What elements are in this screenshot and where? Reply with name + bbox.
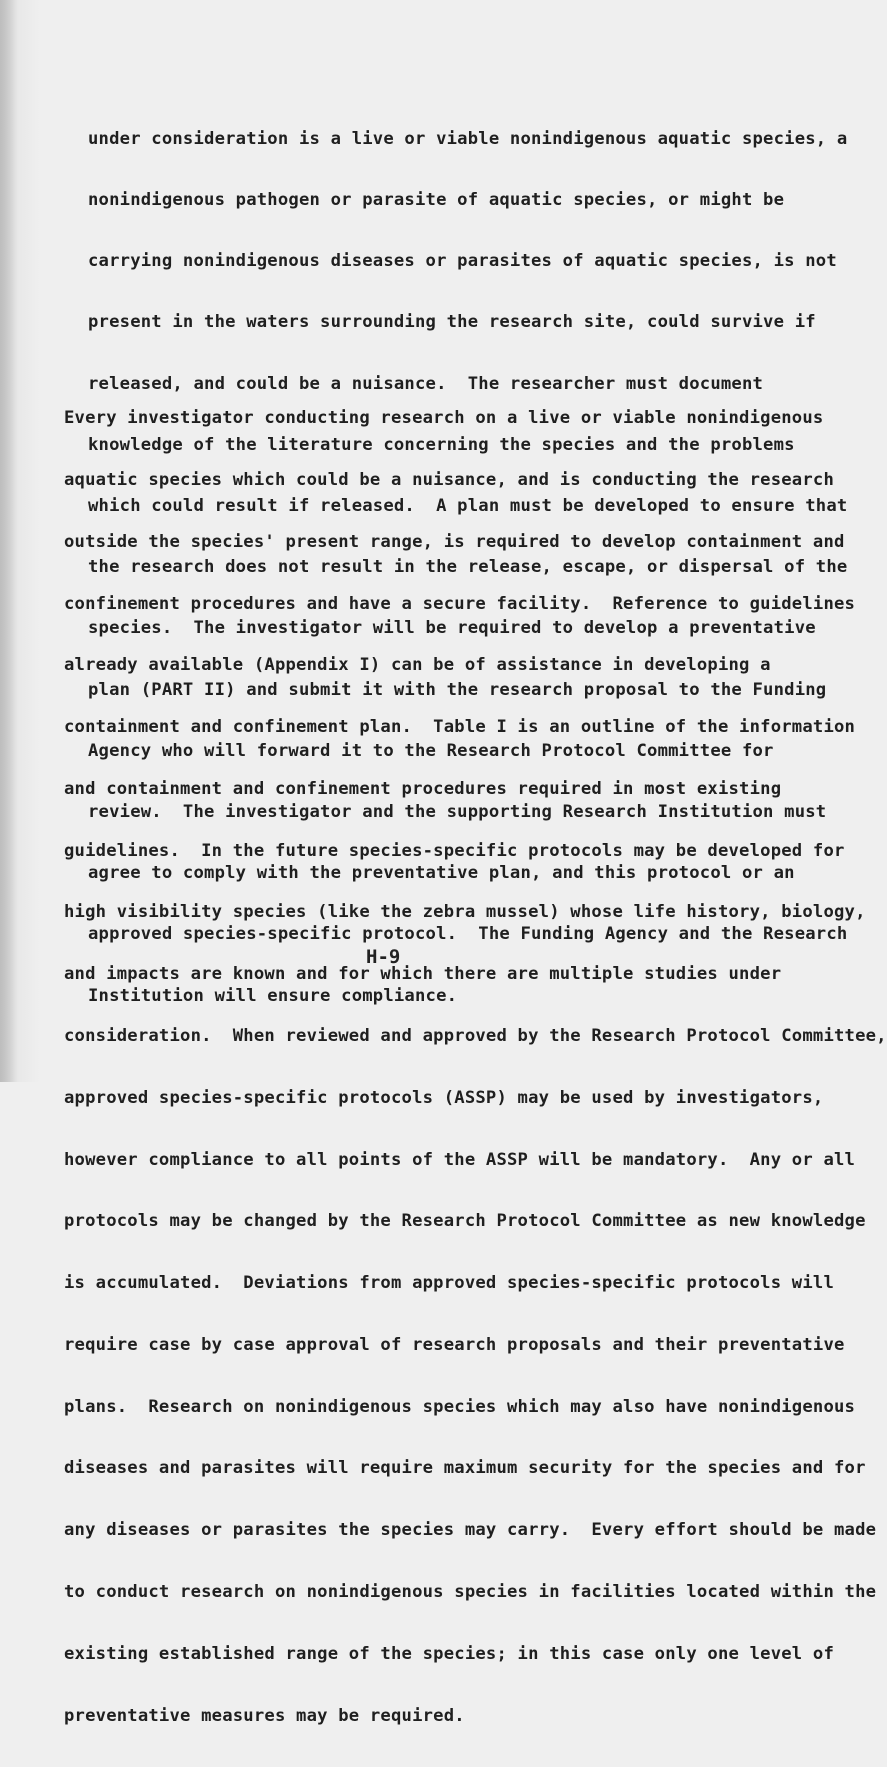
paragraph-investigator-requirements [64,367,887,1767]
text-line: approved species-specific protocol. The Funding Agency and the Research [88,924,848,945]
text-line: aquatic species which could be a nuisance, and is conducting the research [64,469,834,490]
text-line: agree to comply with the preventative plan, and this protocol or an [88,863,795,884]
text-line: high visibility species (like the zebra mussel) whose life history, biology, [64,902,866,923]
text-line: containment and confinement plan. Table I is an outline of the information [64,717,856,738]
text-line: the research does not result in the release, escape, or dispersal of the [88,557,848,578]
text-line: review. The investigator and the supporting Research Institution must [88,802,827,823]
text-line: knowledge of the literature concerning the species and the problems [88,434,795,455]
text-line: guidelines. In the future species-specific protocols may be developed for [64,840,845,861]
text-line: to conduct research on nonindigenous species in facilities located within the [64,1582,877,1603]
text-line: approved species-specific protocols (ASSP) may be used by investigators, [64,1087,824,1108]
text-line: require case by case approval of research proposals and their preventative [64,1334,845,1355]
text-line: protocols may be changed by the Research Protocol Committee as new knowledge [64,1211,866,1232]
text-line: preventative measures may be required. [64,1705,465,1726]
text-line: under consideration is a live or viable nonindigenous aquatic species, a [88,128,848,149]
text-line: Agency who will forward it to the Research Protocol Committee for [88,740,774,761]
text-line: plan (PART II) and submit it with the research proposal to the Funding [88,679,827,700]
text-line: outside the species' present range, is required to develop containment and [64,531,845,552]
text-line: already available (Appendix I) can be of assistance in developing a [64,655,771,676]
text-line: existing established range of the species; in this case only one level of [64,1643,834,1664]
text-line: present in the waters surrounding the research site, could survive if [88,312,816,333]
text-line: and impacts are known and for which there are multiple studies under [64,964,782,985]
text-line: carrying nonindigenous diseases or parasites of aquatic species, is not [88,251,837,272]
text-line: Institution will ensure compliance. [88,985,458,1006]
text-line: any diseases or parasites the species may carry. Every effort should be made [64,1520,877,1541]
text-line: species. The investigator will be required to develop a preventative [88,618,816,639]
text-line: which could result if released. A plan must be developed to ensure that [88,496,848,517]
text-line: however compliance to all points of the ASSP will be mandatory. Any or all [64,1149,856,1170]
scan-edge-shadow [0,0,18,1082]
text-line: released, and could be a nuisance. The researcher must document [88,373,764,394]
text-line: nonindigenous pathogen or parasite of aquatic species, or might be [88,190,785,211]
text-line: confinement procedures and have a secure facility. Reference to guidelines [64,593,856,614]
text-line: and containment and confinement procedures required in most existing [64,778,782,799]
page-number: H-9 [366,946,401,968]
text-line: diseases and parasites will require maximum security for the species and for [64,1458,866,1479]
text-line: Every investigator conducting research on a live or viable nonindigenous [64,408,824,429]
text-line: is accumulated. Deviations from approved species-specific protocols will [64,1273,834,1294]
text-line: plans. Research on nonindigenous species which may also have nonindigenous [64,1396,856,1417]
text-line: consideration. When reviewed and approved by the Research Protocol Committee, [64,1026,887,1046]
